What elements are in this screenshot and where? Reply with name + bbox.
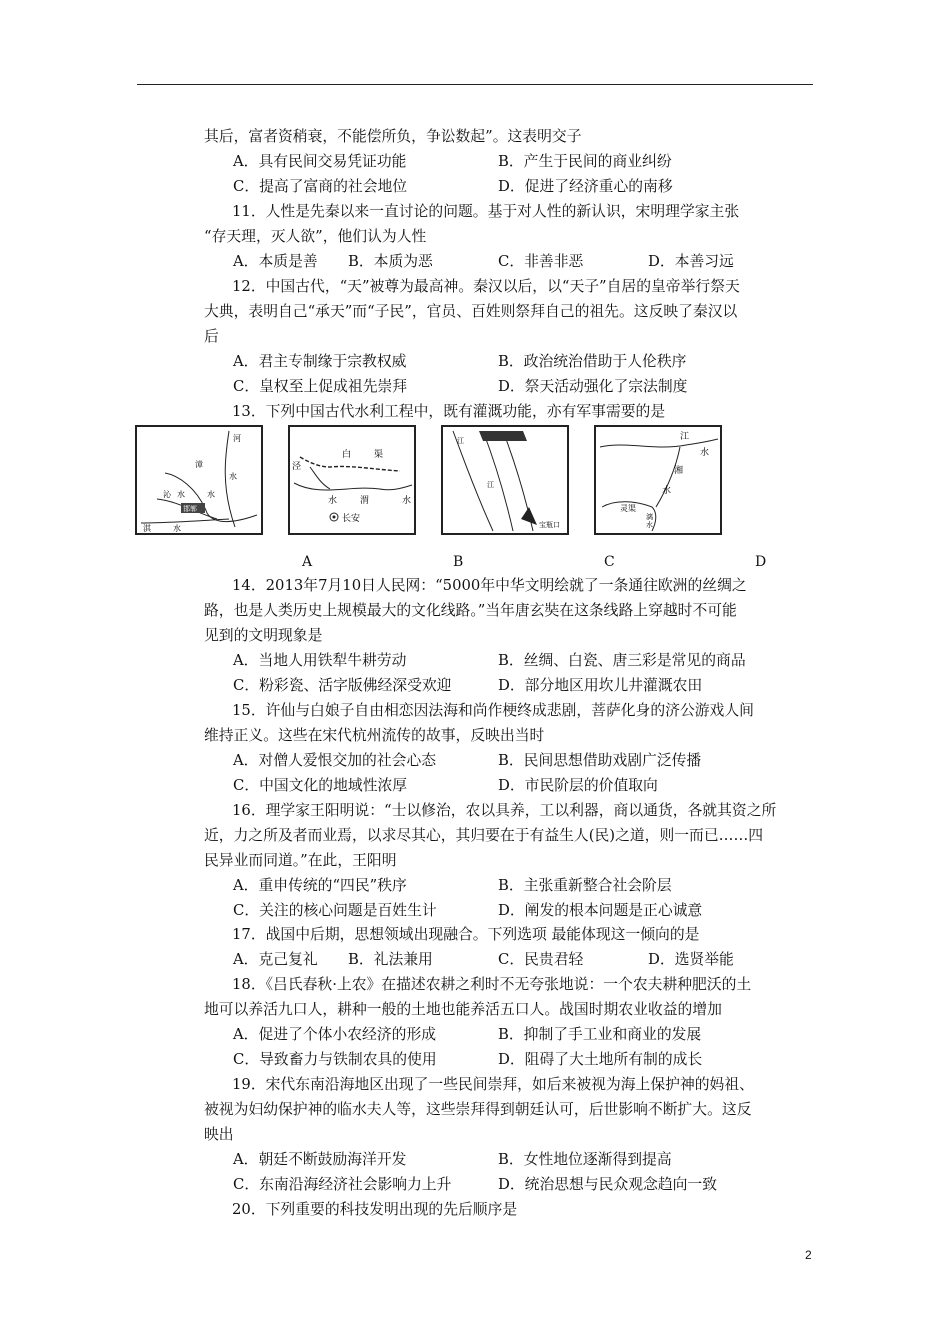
map-text: 江 [680, 432, 690, 442]
option: B．主张重新整合社会阶层 [498, 877, 672, 894]
text-line: 民异业而同道。”在此，王阳明 [204, 852, 397, 869]
option: B．礼法兼用 [348, 951, 433, 968]
question-14: 14．2013年7月10日人民网：“5000年中华文明绘就了一条通往欧洲的丝绸之 [232, 577, 747, 594]
map-label: C [604, 554, 615, 570]
option: A．具有民间交易凭证功能 [233, 153, 407, 170]
option: A．当地人用铁犁牛耕劳动 [233, 652, 407, 669]
option: C．东南沿海经济社会影响力上升 [233, 1176, 452, 1193]
map-text: 灵渠 [620, 504, 636, 513]
map-text: 江 [487, 481, 494, 489]
map-text: 邯郸 [183, 505, 197, 513]
option: A．重申传统的“四民”秩序 [233, 877, 407, 894]
map-label: B [453, 554, 464, 570]
map-text: 水 [328, 496, 338, 506]
option: D．市民阶层的价值取向 [498, 777, 658, 794]
text-line: 被视为妇幼保护神的临水夫人等，这些崇拜得到朝廷认可，后世影响不断扩大。这反 [204, 1101, 752, 1118]
question-20: 20．下列重要的科技发明出现的先后顺序是 [232, 1201, 518, 1218]
text-line: 大典，表明自己“承天”而“子民”，官员、百姓则祭拜自己的祖先。这反映了秦汉以 [204, 303, 738, 320]
option: B．女性地位逐渐得到提高 [498, 1151, 672, 1168]
option: D．阻碍了大土地所有制的成长 [498, 1051, 703, 1068]
option: A．促进了个体小农经济的形成 [233, 1026, 437, 1043]
option: C．民贵君轻 [498, 951, 584, 968]
map-text: 泾 [292, 462, 302, 472]
map-text: 河 [233, 434, 241, 443]
option: D．统治思想与民众观念趋向一致 [498, 1176, 718, 1193]
text-line: 路，也是人类历史上规模最大的文化线路。”当年唐玄奘在这条线路上穿越时不可能 [204, 602, 737, 619]
map-text: 湘 [674, 466, 684, 476]
option: C．导致畜力与铁制农具的使用 [233, 1051, 437, 1068]
map-text: 水 [700, 448, 710, 458]
option: A．朝廷不断鼓励海洋开发 [233, 1151, 407, 1168]
text-line: 维持正义。这些在宋代杭州流传的故事，反映出当时 [204, 727, 545, 744]
question-17: 17．战国中后期，思想领域出现融合。下列选项 最能体现这一倾向的是 [232, 926, 700, 943]
map-text: 淇 [143, 524, 151, 533]
option: B．民间思想借助戏剧广泛传播 [498, 752, 702, 769]
text-line: 其后，富者资稍衰，不能偿所负，争讼数起”。这表明交子 [204, 128, 582, 145]
map-text: 水 [662, 486, 672, 496]
map-text: 漳 [195, 460, 203, 469]
map-b [288, 425, 416, 535]
option: D．促进了经济重心的南移 [498, 178, 673, 195]
map-d [594, 425, 722, 535]
question-12: 12．中国古代，“天”被尊为最高神。秦汉以后，以“天子”自居的皇帝举行祭天 [232, 278, 740, 295]
text-line: “存天理，灭人欲”，他们认为人性 [204, 228, 427, 245]
map-text: 水 [402, 496, 412, 506]
map-label: D [755, 554, 767, 570]
option: D．选贤举能 [648, 951, 734, 968]
map-text: 水 [207, 490, 215, 499]
option: B．丝绸、白瓷、唐三彩是常见的商品 [498, 652, 746, 669]
header-rule [137, 84, 813, 85]
map-text: 水 [646, 521, 653, 529]
option: B．抑制了手工业和商业的发展 [498, 1026, 702, 1043]
option: D．本善习远 [648, 253, 734, 270]
option: D．阐发的根本问题是正心诚意 [498, 902, 703, 919]
option: C．粉彩瓷、活字版佛经深受欢迎 [233, 677, 452, 694]
option: D．部分地区用坎儿井灌溉农田 [498, 677, 703, 694]
option: C．非善非恶 [498, 253, 584, 270]
option: A．克己复礼 [233, 951, 318, 968]
option: C．中国文化的地域性浓厚 [233, 777, 408, 794]
map-text: 江 [457, 437, 464, 445]
option: A．君主专制缘于宗教权威 [233, 353, 407, 370]
question-13: 13．下列中国古代水利工程中，既有灌溉功能，亦有军事需要的是 [232, 403, 666, 420]
option: C．皇权至上促成祖先崇拜 [233, 378, 408, 395]
map-text: 沁 [163, 490, 171, 499]
option: C．提高了富商的社会地位 [233, 178, 408, 195]
map-text: 长安 [342, 514, 361, 524]
map-text: 宝瓶口 [539, 521, 560, 529]
option: D．祭天活动强化了宗法制度 [498, 378, 688, 395]
map-text: 渭 [360, 496, 370, 506]
text-line: 后 [204, 328, 219, 345]
map-text: 白 [342, 450, 352, 460]
question-15: 15．许仙与白娘子自由相恋因法海和尚作梗终成悲剧，菩萨化身的济公游戏人间 [232, 702, 754, 719]
option: C．关注的核心问题是百姓生计 [233, 902, 437, 919]
question-11: 11．人性是先秦以来一直讨论的问题。基于对人性的新认识，宋明理学家主张 [232, 203, 740, 220]
map-text: 渠 [374, 450, 384, 460]
option: A．本质是善 [233, 253, 318, 270]
map-text: 水 [173, 524, 181, 533]
option: B．本质为恶 [348, 253, 433, 270]
option: B．产生于民间的商业纠纷 [498, 153, 672, 170]
map-c [441, 425, 569, 535]
page-number: 2 [805, 1248, 812, 1262]
text-line: 地可以养活九口人，耕种一般的土地也能养活五口人。战国时期农业收益的增加 [204, 1001, 722, 1018]
map-text: 水 [177, 490, 185, 499]
text-line: 近，力之所及者而业焉，以求尽其心，其归要在于有益生人(民)之道，则一而已……四 [204, 827, 764, 844]
question-18: 18．《吕氏春秋·上农》在描述农耕之利时不无夸张地说：一个农夫耕种肥沃的土 [232, 976, 752, 993]
question-19: 19．宋代东南沿海地区出现了一些民间崇拜，如后来被视为海上保护神的妈祖、 [232, 1076, 754, 1093]
map-a [135, 425, 263, 535]
question-16: 16．理学家王阳明说：“士以修治，农以具养，工以利器，商以通货，各就其资之所 [232, 802, 777, 819]
text-line: 见到的文明现象是 [204, 627, 323, 644]
map-label: A [302, 554, 313, 570]
map-text: 漓 [646, 513, 653, 521]
map-text: 水 [229, 472, 237, 481]
text-line: 映出 [204, 1126, 234, 1143]
option: B．政治统治借助于人伦秩序 [498, 353, 687, 370]
option: A．对僧人爱恨交加的社会心态 [233, 752, 437, 769]
